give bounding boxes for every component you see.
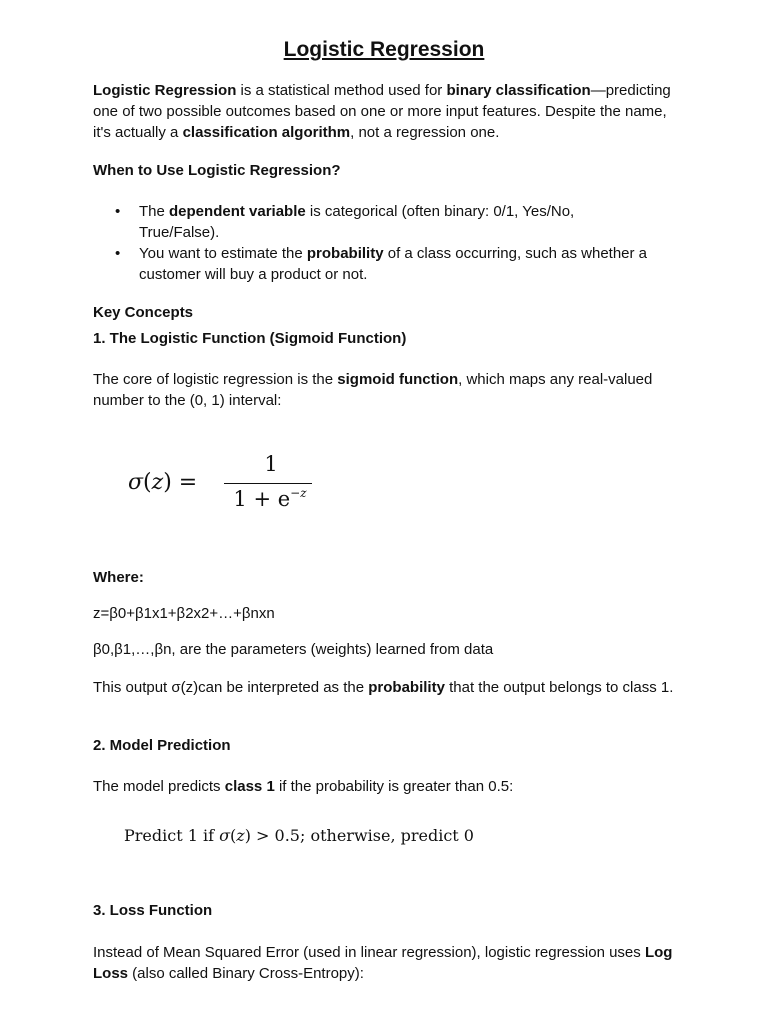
prediction-paragraph xyxy=(93,776,683,797)
section2-heading: 2. Model Prediction xyxy=(93,737,231,754)
section3-heading: 3. Loss Function xyxy=(93,902,213,919)
intro-paragraph xyxy=(93,80,683,143)
prediction-text-2: if the probability is greater than 0.5: xyxy=(274,778,514,795)
formula-numerator: 1 xyxy=(264,452,278,476)
bullet-text: is categorical (often binary: 0/1, Yes/No, True/False). xyxy=(139,203,575,241)
bullet-icon: • xyxy=(115,245,121,262)
document-title: Logistic Regression xyxy=(283,38,485,61)
intro-text-1: is a statistical method used for xyxy=(236,82,447,99)
formula-den-exp: −z xyxy=(290,486,307,500)
formula-den-base: 1 + e xyxy=(233,487,291,511)
bullet-icon: • xyxy=(115,203,121,220)
key-concepts-heading: Key Concepts xyxy=(93,304,194,321)
z-equation: z=β0+β1x1+β2x2+…+βnxn xyxy=(93,605,275,622)
formula-equals: = xyxy=(171,470,198,495)
loss-text-1: Instead of Mean Squared Error (used in linear regression), logistic regression uses xyxy=(93,944,645,961)
prediction-formula-rest: ) > 0.5; otherwise, predict 0 xyxy=(244,826,474,845)
prediction-formula-lparen: ( xyxy=(230,826,237,845)
prediction-text-1: The model predicts xyxy=(93,778,225,795)
sigmoid-text-1: The core of logistic regression is the xyxy=(93,371,338,388)
loss-paragraph xyxy=(93,942,683,984)
when-heading: When to Use Logistic Regression? xyxy=(93,162,341,179)
sigmoid-formula xyxy=(128,448,328,518)
intro-term-classification: classification algorithm xyxy=(182,124,351,141)
formula-lhs xyxy=(128,470,197,495)
sigmoid-term: sigmoid function xyxy=(337,371,459,388)
prediction-formula xyxy=(124,826,474,845)
formula-sigma: σ xyxy=(128,470,144,495)
sigmoid-text-2: , which maps any real-valued number to the (0, 1) interval: xyxy=(93,371,653,409)
intro-term: Logistic Regression xyxy=(93,82,237,99)
loss-term: Log Loss xyxy=(93,944,673,982)
intro-text-3: , not a regression one. xyxy=(350,124,500,141)
prediction-formula-sigma: σ xyxy=(219,826,231,845)
prediction-formula-text: Predict 1 if xyxy=(124,826,220,845)
list-item xyxy=(93,243,653,285)
bullet-text: You want to estimate the xyxy=(139,245,307,262)
intro-term-binary: binary classification xyxy=(446,82,591,99)
output-term: probability xyxy=(368,679,445,696)
output-text-1: This output σ(z)can be interpreted as the xyxy=(93,679,369,696)
formula-z: z xyxy=(151,470,164,495)
prediction-term: class 1 xyxy=(224,778,275,795)
formula-rparen: ) xyxy=(163,470,172,495)
loss-text-2: (also called Binary Cross-Entropy): xyxy=(128,965,364,982)
sigmoid-paragraph xyxy=(93,369,683,411)
bullet-text: of a class occurring, such as whether a customer will buy a product or not. xyxy=(139,245,648,283)
bullet-term: probability xyxy=(306,245,384,262)
intro-text-2: —predicting one of two possible outcomes based on one or more input features. Despite the name, it's actually a xyxy=(93,82,671,141)
when-bullet-list xyxy=(93,201,653,285)
output-paragraph xyxy=(93,676,683,700)
output-text-2: that the output belongs to class 1. xyxy=(444,679,674,696)
list-item xyxy=(93,201,653,243)
fraction-bar xyxy=(224,483,312,484)
bullet-text: The xyxy=(139,203,170,220)
prediction-formula-z: z xyxy=(236,826,245,845)
section1-heading: 1. The Logistic Function (Sigmoid Function) xyxy=(93,330,407,347)
where-heading: Where: xyxy=(93,569,144,586)
formula-denominator xyxy=(224,486,316,511)
formula-lparen: ( xyxy=(143,470,152,495)
params-text: β0,β1,…,βn, are the parameters (weights) learned from data xyxy=(93,641,494,658)
bullet-term: dependent variable xyxy=(169,203,306,220)
